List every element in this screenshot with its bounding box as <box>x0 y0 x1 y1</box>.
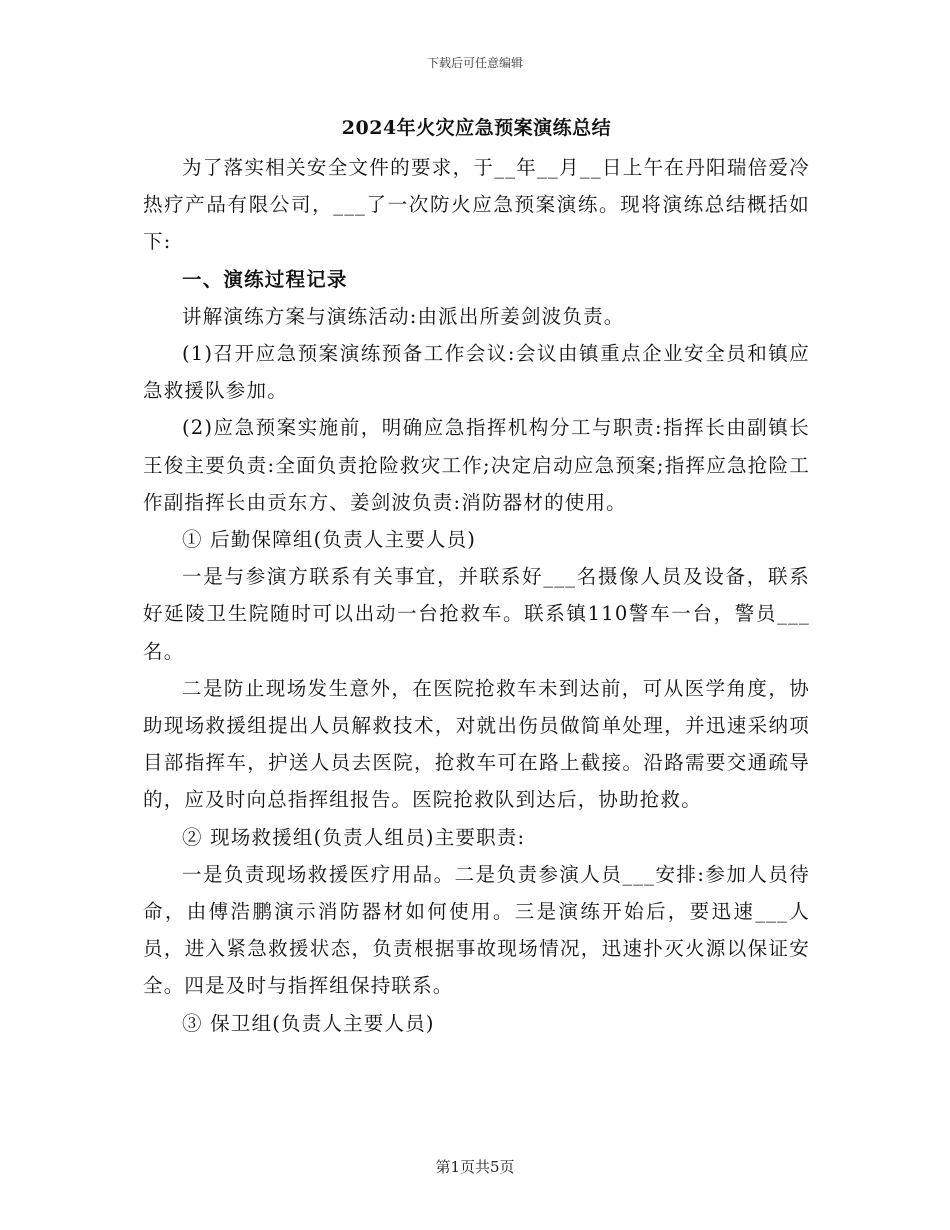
intro-paragraph: 为了落实相关安全文件的要求，于__年__月__日上午在丹阳瑞倍爱冷热疗产品有限公司，___了一次防火应急预案演练。现将演练总结概括如下: <box>143 156 810 254</box>
body-paragraph: 一是与参演方联系有关事宜，并联系好___名摄像人员及设备，联系好延陵卫生院随时可以出动一台抢救车。联系镇110警车一台，警员___名。 <box>143 565 810 663</box>
body-paragraph: 讲解演练方案与演练活动:由派出所姜剑波负责。 <box>182 304 625 328</box>
group-heading-rescue: ② 现场救援组(负责人组员)主要职责: <box>182 825 526 849</box>
group-heading-security: ③ 保卫组(负责人主要人员) <box>182 1011 435 1035</box>
document-body <box>143 113 810 1042</box>
section-heading: 一、演练过程记录 <box>182 267 348 291</box>
body-paragraph: 二是防止现场发生意外，在医院抢救车未到达前，可从医学角度，协助现场救援组提出人员解救技术，对就出伤员做简单处理，并迅速采纳项目部指挥车，护送人员去医院，抢救车可在路上截接。沿路需要交通疏导的，应及时向总指挥组报告。医院抢救队到达后，协助抢救。 <box>143 676 810 812</box>
group-heading-logistics: ① 后勤保障组(负责人主要人员) <box>182 528 477 552</box>
body-paragraph: (2)应急预案实施前，明确应急指挥机构分工与职责:指挥长由副镇长王俊主要负责:全面负责抢险救灾工作;决定启动应急预案;指挥应急抢险工作副指挥长由贡东方、姜剑波负责:消防器材的使用。 <box>143 416 810 514</box>
document-title: 2024年火灾应急预案演练总结 <box>341 117 612 139</box>
body-paragraph: (1)召开应急预案演练预备工作会议:会议由镇重点企业安全员和镇应急救援队参加。 <box>143 342 810 403</box>
header-note: 下载后可任意编辑 <box>426 56 523 70</box>
page-indicator: 第1页共5页 <box>435 1158 515 1176</box>
body-paragraph: 一是负责现场救援医疗用品。二是负责参演人员___安排:参加人员待命，由傅浩鹏演示消防器材如何使用。三是演练开始后，要迅速___人员，进入紧急救援状态，负责根据事故现场情况，迅速扑灭火源以保证安全。四是及时与指挥组保持联系。 <box>143 862 810 998</box>
